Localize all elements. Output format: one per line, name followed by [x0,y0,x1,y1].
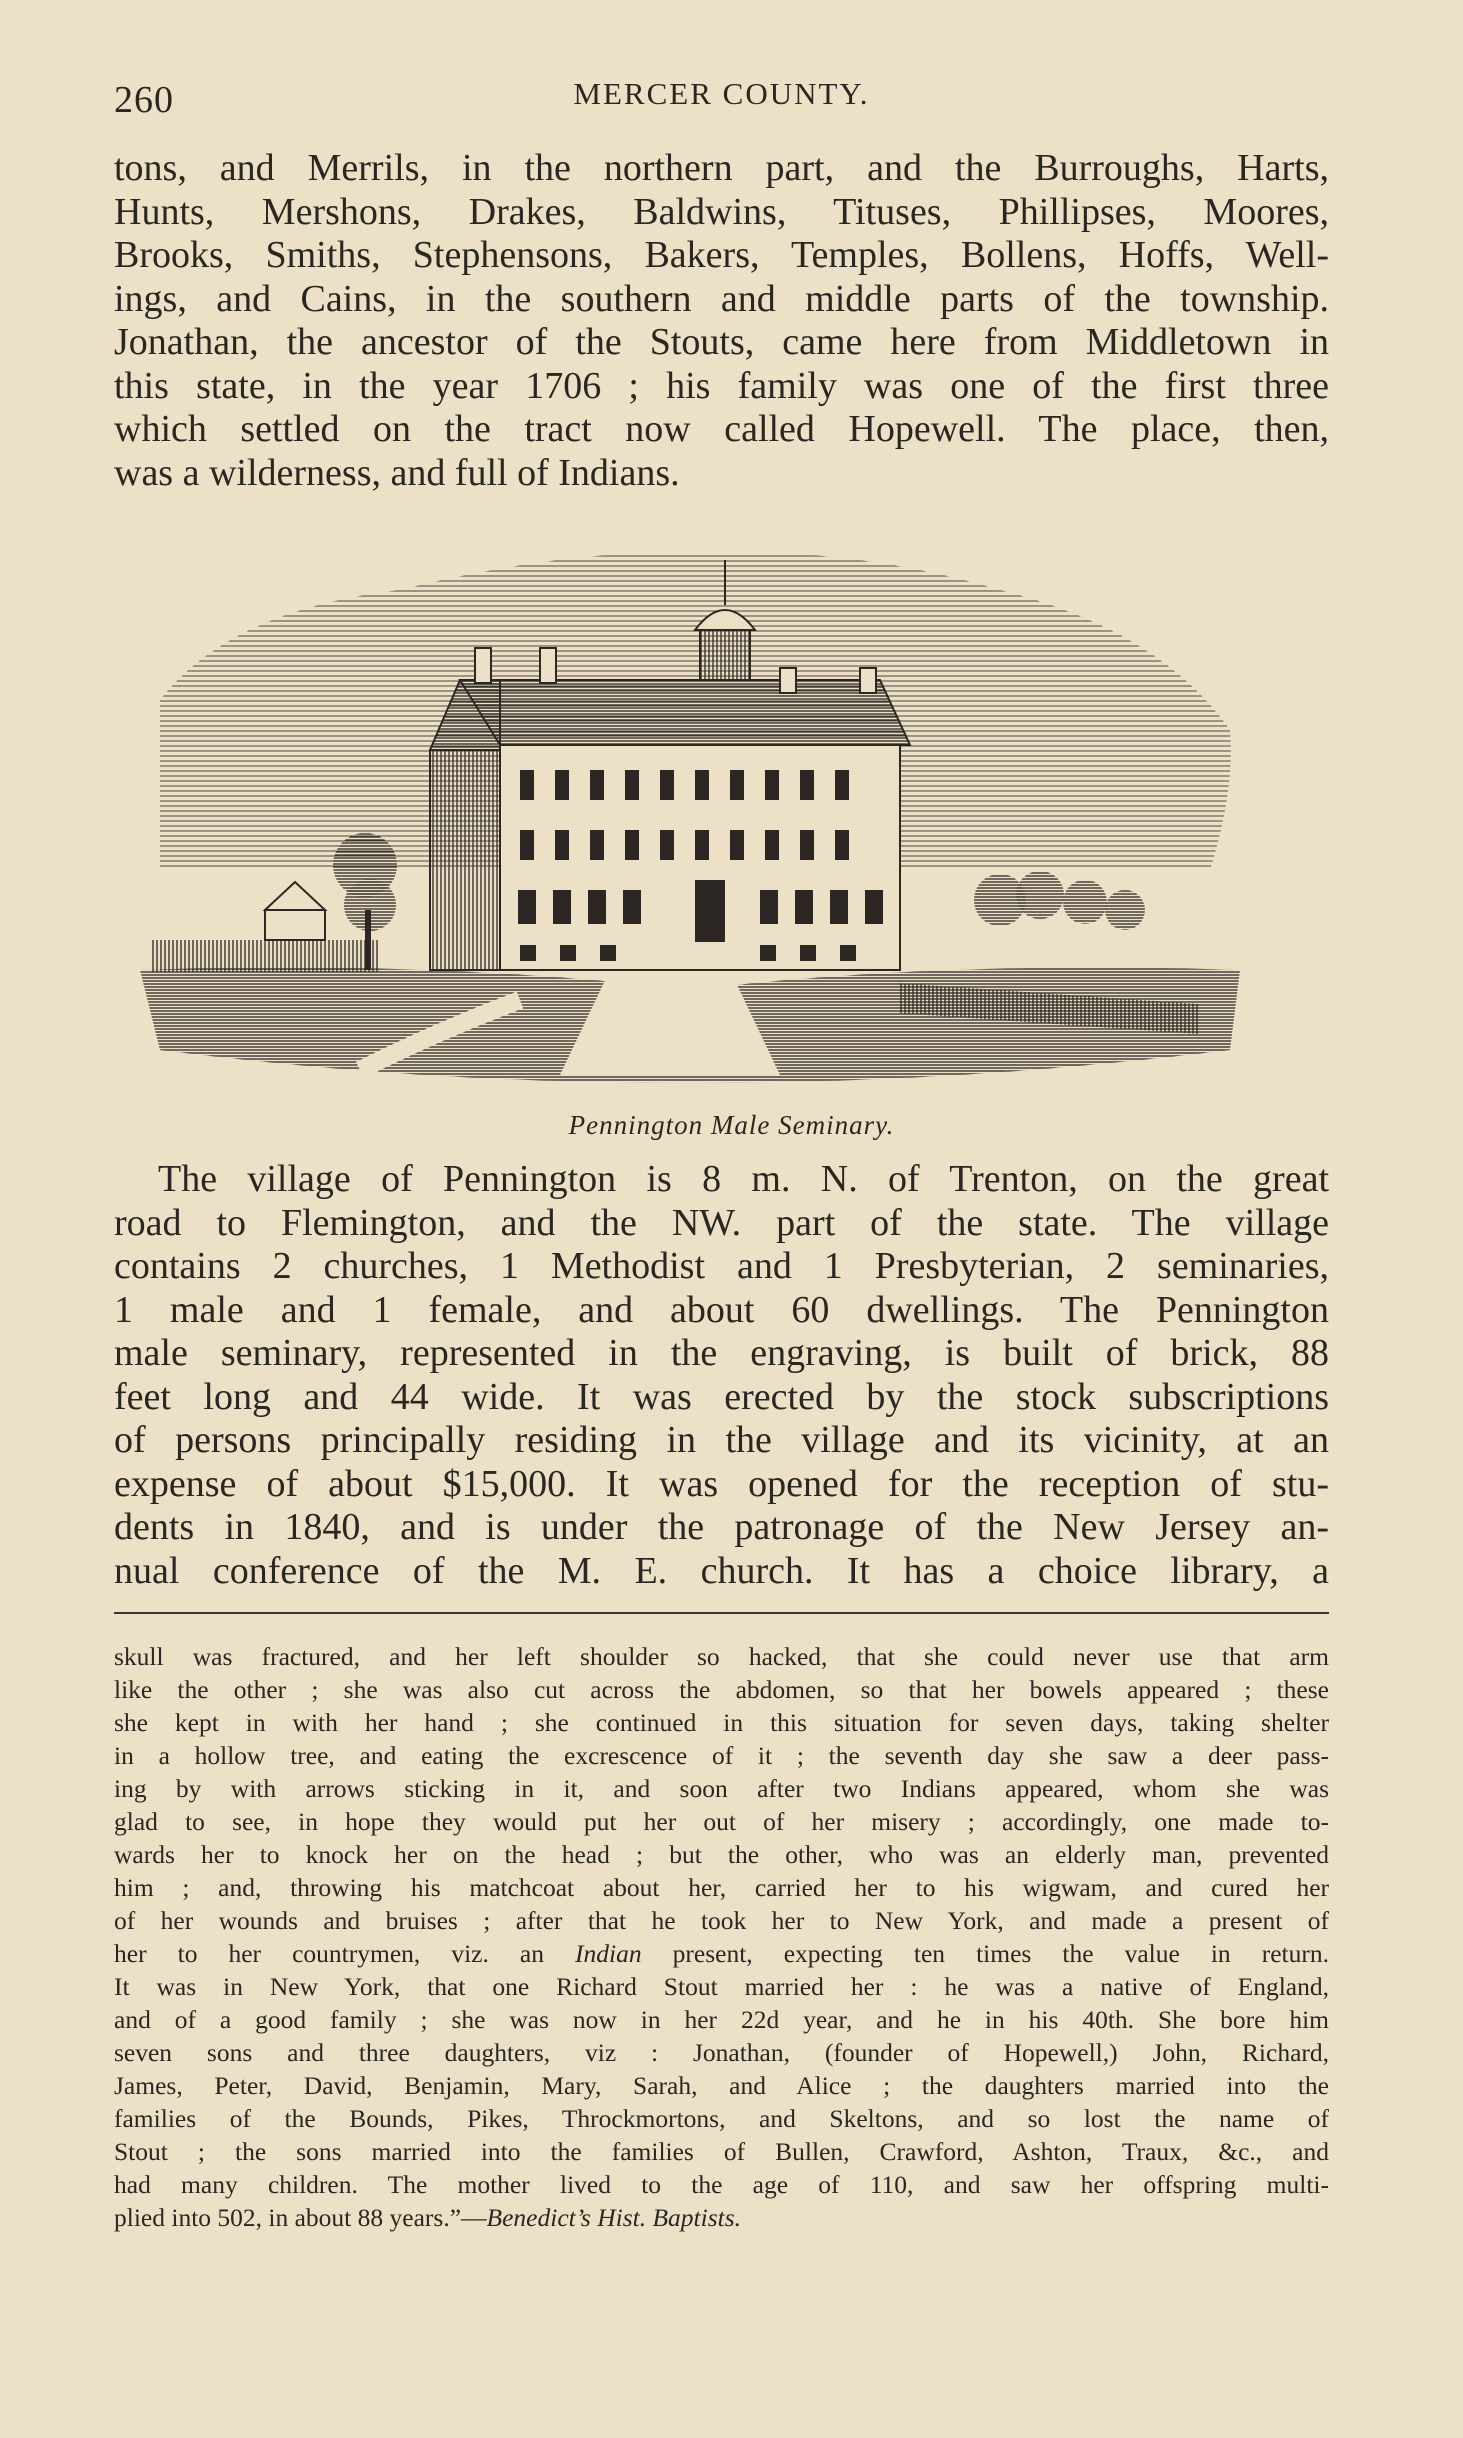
footnote-line: ing by with arrows sticking in it, and soon after two Indians appeared, whom she was [114,1774,1329,1803]
text-line: nual conference of the M. E. church. It has a choice library, a [114,1549,1329,1592]
footnote-line: like the other ; she was also cut across the abdomen, so that her bowels appeared ; these [114,1675,1329,1704]
footnote-text: her to her countrymen, viz. an [114,1939,576,1968]
text-line: Hunts, Mershons, Drakes, Baldwins, Tituses, Phillipses, Moores, [114,190,1329,233]
text-line: which settled on the tract now called Hopewell. The place, then, [114,408,1329,450]
page-header [114,72,1329,122]
footnote-line: Stout ; the sons married into the families of Bullen, Crawford, Ashton, Traux, &c., and [114,2137,1329,2166]
text-line: 1 male and 1 female, and about 60 dwellings. The Pennington [114,1288,1329,1331]
text-line: male seminary, represented in the engraving, is built of brick, 88 [114,1332,1329,1374]
text-line: road to Flemington, and the NW. part of the state. The village [114,1201,1329,1244]
text-line: Brooks, Smiths, Stephensons, Bakers, Temples, Bollens, Hoffs, Well- [114,234,1329,276]
footnote-line: in a hollow tree, and eating the excrescence of it ; the seventh day she saw a deer pass- [114,1741,1329,1770]
figure-caption: Pennington Male Seminary. [568,1110,895,1140]
footnote-text: plied into 502, in about 88 years.”— [114,2203,487,2232]
text-line: Jonathan, the ancestor of the Stouts, came here from Middletown in [114,321,1329,363]
text-line: expense of about $15,000. It was opened for the reception of stu- [114,1462,1329,1505]
seminary-engraving [140,530,1240,1090]
footnote-rule [114,1612,1329,1614]
text-line: feet long and 44 wide. It was erected by the stock subscriptions [114,1375,1329,1418]
page-number: 260 [114,79,174,121]
text-line: of persons principally residing in the village and its vicinity, at an [114,1419,1329,1461]
paragraph-pennington [114,1158,1329,1593]
right-trees [974,871,1145,930]
footnote-text: present, expecting ten times the value in return. [641,1939,1329,1968]
footnote-line: wards her to knock her on the head ; but the other, who was an elderly man, prevented [114,1840,1329,1869]
text-line: this state, in the year 1706 ; his family was one of the first three [114,364,1329,407]
footnote-line: families of the Bounds, Pikes, Throckmortons, and Skeltons, and so lost the name of [114,2104,1329,2133]
text-line: The village of Pennington is 8 m. N. of Trenton, on the great [158,1158,1329,1200]
footnote-line: James, Peter, David, Benjamin, Mary, Sarah, and Alice ; the daughters married into the [114,2071,1329,2100]
footnote-line: had many children. The mother lived to the age of 110, and saw her offspring multi- [114,2170,1329,2199]
text-line: ings, and Cains, in the southern and middle parts of the township. [114,277,1329,320]
footnote-italic: Indian [575,1939,642,1968]
footnote-line [114,2201,1329,2234]
paragraph-continued [114,147,1329,495]
citation: Benedict’s Hist. Baptists. [486,2203,742,2232]
text-line: was a wilderness, and full of Indians. [114,451,680,494]
small-house [265,882,325,940]
running-head: MERCER COUNTY. [573,76,870,111]
footnote-line: she kept in with her hand ; she continued in this situation for seven days, taking shelter [114,1708,1329,1737]
footnote-line: skull was fractured, and her left shoulder so hacked, that she could never use that arm [114,1642,1329,1671]
footnote-line: and of a good family ; she was now in her 22d year, and he in his 40th. She bore him [114,2005,1329,2034]
text-line: dents in 1840, and is under the patronage of the New Jersey an- [114,1506,1329,1548]
footnote [114,1640,1329,2234]
footnote-line: of her wounds and bruises ; after that he took her to New York, and made a present of [114,1906,1329,1935]
text-line: contains 2 churches, 1 Methodist and 1 Presbyterian, 2 seminaries, [114,1245,1329,1287]
footnote-line [114,1937,1329,1970]
footnote-line: seven sons and three daughters, viz : Jonathan, (founder of Hopewell,) John, Richard, [114,2038,1329,2067]
text-line: tons, and Merrils, in the northern part, and the Burroughs, Harts, [114,147,1329,189]
footnote-line: glad to see, in hope they would put her out of her misery ; accordingly, one made to- [114,1807,1329,1836]
footnote-line: It was in New York, that one Richard Stout married her : he was a native of England, [114,1972,1329,2001]
footnote-line: him ; and, throwing his matchcoat about her, carried her to his wigwam, and cured her [114,1873,1329,1902]
